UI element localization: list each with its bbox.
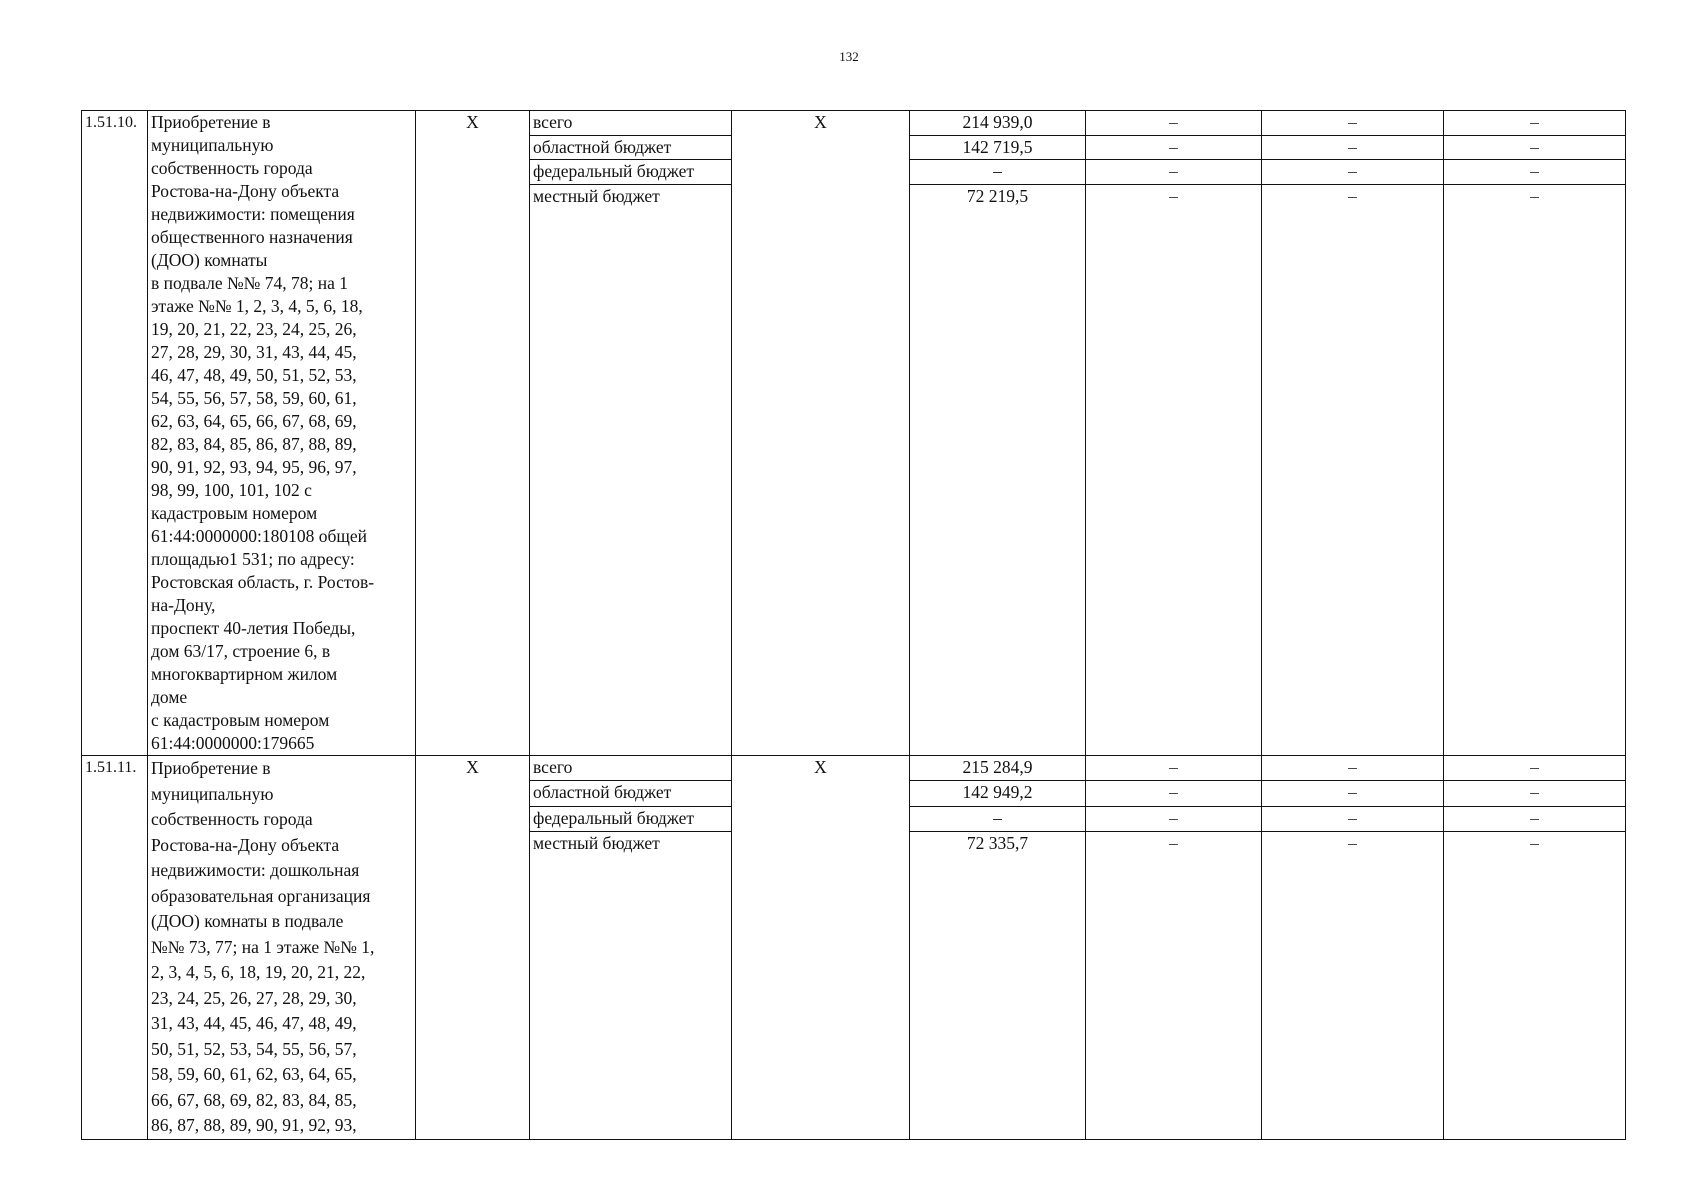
total-amount: 72 219,5 <box>910 184 1086 755</box>
year-1-amount: – <box>1086 160 1262 185</box>
total-amount: 215 284,9 <box>910 756 1086 781</box>
funding-source: всего <box>530 111 732 136</box>
year-2-amount: – <box>1262 135 1444 160</box>
year-3-amount: – <box>1444 111 1626 136</box>
year-3-amount: – <box>1444 781 1626 806</box>
funding-source: местный бюджет <box>530 831 732 1139</box>
year-2-amount: – <box>1262 160 1444 185</box>
year-1-amount: – <box>1086 756 1262 781</box>
funding-source: федеральный бюджет <box>530 160 732 185</box>
funding-table <box>81 110 1626 1140</box>
item-number: 1.51.11. <box>82 756 148 1140</box>
year-1-amount: – <box>1086 184 1262 755</box>
column-5-mark: X <box>732 111 910 756</box>
total-amount: 214 939,0 <box>910 111 1086 136</box>
year-2-amount: – <box>1262 781 1444 806</box>
year-1-amount: – <box>1086 831 1262 1139</box>
item-description: Приобретение в муниципальную собственность города Ростова-на-Дону объекта недвижимости: дошкольная образовательная организация (ДОО) комнаты в подвале №№ 73, 77; на 1 этаже №№ 1, 2, 3, 4, 5, 6, 18, 19, 20, 21, 22, 23, 24, 25, 26, 27, 28, 29, 30, 31, 43, 44, 45, 46, 47, 48, 49, 50, 51, 52, 53, 54, 55, 56, 57, 58, 59, 60, 61, 62, 63, 64, 65, 66, 67, 68, 69, 82, 83, 84, 85, 86, 87, 88, 89, 90, 91, 92, 93, <box>148 756 416 1140</box>
item-description: Приобретение в муниципальную собственность города Ростова-на-Дону объекта недвижимости: помещения общественного назначения (ДОО) комнаты в подвале №№ 74, 78; на 1 этаже №№ 1, 2, 3, 4, 5, 6, 18, 19, 20, 21, 22, 23, 24, 25, 26, 27, 28, 29, 30, 31, 43, 44, 45, 46, 47, 48, 49, 50, 51, 52, 53, 54, 55, 56, 57, 58, 59, 60, 61, 62, 63, 64, 65, 66, 67, 68, 69, 82, 83, 84, 85, 86, 87, 88, 89, 90, 91, 92, 93, 94, 95, 96, 97, 98, 99, 100, 101, 102 с кадастровым номером 61:44:0000000:180108 общей площадью1 531; по адресу: Ростовская область, г. Ростов- на-Дону, проспект 40-летия Победы, дом 63/17, строение 6, в многоквартирном жилом доме с кадастровым номером 61:44:0000000:179665 <box>148 111 416 756</box>
year-3-amount: – <box>1444 831 1626 1139</box>
total-amount: 72 335,7 <box>910 831 1086 1139</box>
total-amount: 142 719,5 <box>910 135 1086 160</box>
column-3-mark: X <box>416 756 530 1140</box>
year-2-amount: – <box>1262 806 1444 831</box>
year-2-amount: – <box>1262 111 1444 136</box>
year-1-amount: – <box>1086 806 1262 831</box>
table-body <box>82 111 1626 1140</box>
column-5-mark: X <box>732 756 910 1140</box>
year-3-amount: – <box>1444 756 1626 781</box>
year-2-amount: – <box>1262 184 1444 755</box>
total-amount: 142 949,2 <box>910 781 1086 806</box>
total-amount: – <box>910 806 1086 831</box>
year-1-amount: – <box>1086 111 1262 136</box>
funding-source: федеральный бюджет <box>530 806 732 831</box>
year-3-amount: – <box>1444 135 1626 160</box>
year-1-amount: – <box>1086 135 1262 160</box>
page-number: 132 <box>839 49 859 64</box>
year-3-amount: – <box>1444 806 1626 831</box>
funding-source: всего <box>530 756 732 781</box>
funding-source: областной бюджет <box>530 135 732 160</box>
year-3-amount: – <box>1444 160 1626 185</box>
item-number: 1.51.10. <box>82 111 148 756</box>
year-2-amount: – <box>1262 756 1444 781</box>
table-row <box>82 111 1626 136</box>
funding-source: областной бюджет <box>530 781 732 806</box>
funding-source: местный бюджет <box>530 184 732 755</box>
column-3-mark: X <box>416 111 530 756</box>
table-row <box>82 756 1626 781</box>
year-2-amount: – <box>1262 831 1444 1139</box>
year-1-amount: – <box>1086 781 1262 806</box>
year-3-amount: – <box>1444 184 1626 755</box>
total-amount: – <box>910 160 1086 185</box>
